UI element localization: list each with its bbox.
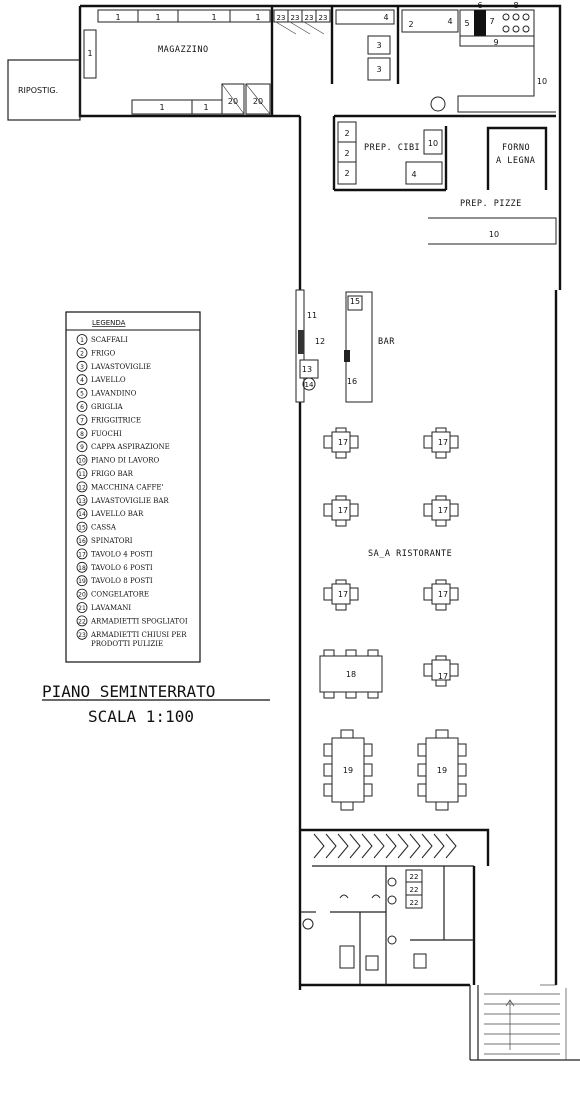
legend-item-label: LAVAMANI bbox=[91, 604, 132, 612]
griglia-label: 6 bbox=[477, 1, 483, 10]
legend-item-label: ARMADIETTI CHIUSI PER bbox=[91, 630, 187, 639]
table-8-b bbox=[418, 730, 466, 810]
cooking-line bbox=[460, 10, 534, 36]
table-4-c bbox=[324, 496, 358, 526]
plan-title bbox=[42, 682, 270, 726]
legend-item-label: LAVASTOVIGLIE BAR bbox=[91, 496, 169, 505]
toilet bbox=[414, 954, 426, 968]
room-label-forno: FORNO bbox=[502, 143, 531, 153]
legend-item-label: FRIGO BAR bbox=[91, 470, 133, 478]
toilet bbox=[366, 956, 378, 970]
sink-label: 4 bbox=[383, 13, 389, 22]
sink-label: 4 bbox=[447, 17, 453, 26]
room-label-sala: SA_A RISTORANTE bbox=[368, 549, 453, 559]
legend-number: 23 bbox=[78, 631, 86, 639]
legend-item-label: CASSA bbox=[91, 523, 116, 532]
legend-item-label: LAVELLO BAR bbox=[91, 510, 144, 519]
shelf-label: 1 bbox=[203, 103, 209, 112]
bar-label: 16 bbox=[346, 377, 358, 386]
legend-item-label: TAVOLO 8 POSTI bbox=[91, 577, 153, 586]
legend-number: 10 bbox=[78, 457, 86, 465]
bar-label: 15 bbox=[349, 297, 361, 306]
toilet bbox=[340, 946, 354, 968]
dishwasher-label: 3 bbox=[376, 41, 382, 50]
fridge-label: 2 bbox=[344, 129, 350, 138]
svg-text:17: 17 bbox=[437, 672, 449, 681]
legend-item-label: LAVASTOVIGLIE bbox=[91, 362, 152, 371]
legend-number: 17 bbox=[78, 551, 86, 559]
services-block bbox=[300, 830, 488, 985]
freezer-label: 20 bbox=[252, 97, 264, 106]
legend-number: 1 bbox=[80, 337, 84, 344]
room-label-forno: A LEGNA bbox=[496, 156, 536, 166]
svg-text:17: 17 bbox=[437, 506, 449, 515]
room-label-ripostiglio: RIPOSTIG. bbox=[18, 86, 59, 95]
coffee-machine bbox=[298, 330, 304, 354]
legend-item-label: CONGELATORE bbox=[91, 590, 150, 599]
svg-text:18: 18 bbox=[345, 670, 357, 679]
bar-label: 12 bbox=[314, 337, 326, 346]
prep-cibi-area bbox=[334, 116, 446, 190]
legend-number: 5 bbox=[80, 390, 84, 398]
legend-item-label: TAVOLO 6 POSTI bbox=[91, 563, 153, 572]
fridge-label: 2 bbox=[408, 20, 414, 29]
legend-number: 7 bbox=[80, 417, 84, 425]
shelf-top bbox=[98, 10, 270, 22]
title-line2: SCALA 1:100 bbox=[88, 707, 194, 726]
legend-item-label: ARMADIETTI SPOGLIATOI bbox=[91, 617, 188, 626]
table-4-a bbox=[324, 428, 358, 458]
pizza-area bbox=[428, 128, 556, 244]
room-label-prep-cibi: PREP. CIBI bbox=[364, 143, 421, 153]
legend-number: 6 bbox=[80, 404, 84, 411]
legend-item-label: TAVOLO 4 POSTI bbox=[91, 550, 153, 559]
shelf-label: 1 bbox=[211, 13, 217, 22]
svg-text:19: 19 bbox=[436, 766, 448, 775]
magazzino-area bbox=[18, 6, 272, 116]
table-4-f bbox=[424, 580, 458, 610]
legend-item-label: FUOCHI bbox=[91, 429, 122, 438]
legend-number: 20 bbox=[78, 591, 86, 599]
sink-label: 4 bbox=[411, 170, 417, 179]
fuochi-label: 8 bbox=[513, 1, 519, 10]
table-8-a bbox=[324, 730, 372, 810]
external-stairs bbox=[484, 985, 566, 1060]
bar-label: 14 bbox=[304, 381, 314, 389]
stair-chevrons bbox=[314, 834, 456, 858]
legend-number: 22 bbox=[78, 618, 86, 626]
svg-text:17: 17 bbox=[337, 438, 349, 447]
hood-label: 9 bbox=[493, 38, 499, 47]
griglia-label: 5 bbox=[464, 19, 470, 28]
fridge-label: 2 bbox=[344, 149, 350, 158]
fryer bbox=[474, 10, 486, 36]
legend-number: 16 bbox=[78, 538, 86, 545]
legend-item-label: SPINATORI bbox=[91, 537, 133, 545]
svg-text:17: 17 bbox=[437, 438, 449, 447]
shelf-label: 1 bbox=[159, 103, 165, 112]
legend-item-label: SCAFFALI bbox=[91, 336, 128, 344]
bar-area bbox=[296, 290, 395, 402]
legend-item-label: GRIGLIA bbox=[91, 403, 123, 411]
svg-text:17: 17 bbox=[337, 590, 349, 599]
legend-item-label: MACCHINA CAFFE' bbox=[91, 483, 164, 492]
legend-number: 4 bbox=[80, 377, 84, 385]
legend-title: LEGENDA bbox=[92, 319, 126, 327]
legend-number: 3 bbox=[80, 363, 84, 371]
dishwasher-label: 3 bbox=[376, 65, 382, 74]
shelf-label: 1 bbox=[87, 49, 93, 58]
locker-label: 23 bbox=[318, 14, 328, 22]
legend-item-label: CAPPA ASPIRAZIONE bbox=[91, 443, 170, 452]
title-line1: PIANO SEMINTERRATO bbox=[42, 682, 216, 701]
legend-item-label: PIANO DI LAVORO bbox=[91, 456, 160, 465]
svg-text:22: 22 bbox=[409, 886, 419, 894]
legend-item-label: FRIGGITRICE bbox=[91, 416, 142, 425]
freezer-label: 20 bbox=[227, 97, 239, 106]
svg-text:17: 17 bbox=[337, 506, 349, 515]
legend-number: 8 bbox=[80, 430, 84, 438]
legend-number: 13 bbox=[78, 497, 86, 505]
room-label-prep-pizze: PREP. PIZZE bbox=[460, 199, 522, 209]
table-4-d bbox=[424, 496, 458, 526]
svg-text:22: 22 bbox=[409, 873, 419, 881]
legend-item-label: LAVANDINO bbox=[91, 389, 137, 398]
handwash bbox=[431, 97, 445, 111]
legend-number: 12 bbox=[78, 484, 86, 492]
shelf-label: 1 bbox=[115, 13, 121, 22]
locker-label: 23 bbox=[276, 14, 286, 22]
legend-number: 9 bbox=[80, 444, 84, 452]
legend-item-label: FRIGO bbox=[91, 349, 116, 358]
svg-text:19: 19 bbox=[342, 766, 354, 775]
legend-item-label: PRODOTTI PULIZIE bbox=[91, 640, 164, 649]
legend-number: 21 bbox=[78, 605, 86, 612]
counter-label: 10 bbox=[488, 230, 500, 239]
table-4-b bbox=[424, 428, 458, 458]
svg-text:17: 17 bbox=[437, 590, 449, 599]
legend-item-label: LAVELLO bbox=[91, 376, 126, 385]
room-label-bar: BAR bbox=[378, 337, 395, 347]
cleaning-lockers bbox=[274, 10, 330, 34]
bar-label: 11 bbox=[306, 311, 318, 320]
legend-number: 18 bbox=[78, 564, 86, 572]
kitchen-area bbox=[332, 1, 556, 116]
svg-text:22: 22 bbox=[409, 899, 419, 907]
legend-number: 2 bbox=[80, 350, 84, 358]
table-4-g bbox=[424, 656, 458, 686]
counter-label: 10 bbox=[536, 77, 548, 86]
legend-number: 19 bbox=[78, 578, 86, 586]
legend-number: 14 bbox=[78, 511, 86, 519]
bar-label: 13 bbox=[301, 365, 313, 374]
fridge-label: 2 bbox=[344, 169, 350, 178]
legend bbox=[66, 312, 200, 662]
table-4-e bbox=[324, 580, 358, 610]
shelf-label: 1 bbox=[155, 13, 161, 22]
counter-label: 10 bbox=[427, 139, 439, 148]
legend-number: 11 bbox=[78, 471, 86, 478]
legend-number: 15 bbox=[78, 524, 86, 532]
work-counter bbox=[458, 36, 556, 112]
room-label-magazzino: MAGAZZINO bbox=[158, 45, 209, 55]
table-6 bbox=[320, 650, 382, 698]
friggitrice-label: 7 bbox=[489, 17, 495, 26]
locker-label: 23 bbox=[304, 14, 314, 22]
locker-label: 23 bbox=[290, 14, 300, 22]
shelf-label: 1 bbox=[255, 13, 261, 22]
